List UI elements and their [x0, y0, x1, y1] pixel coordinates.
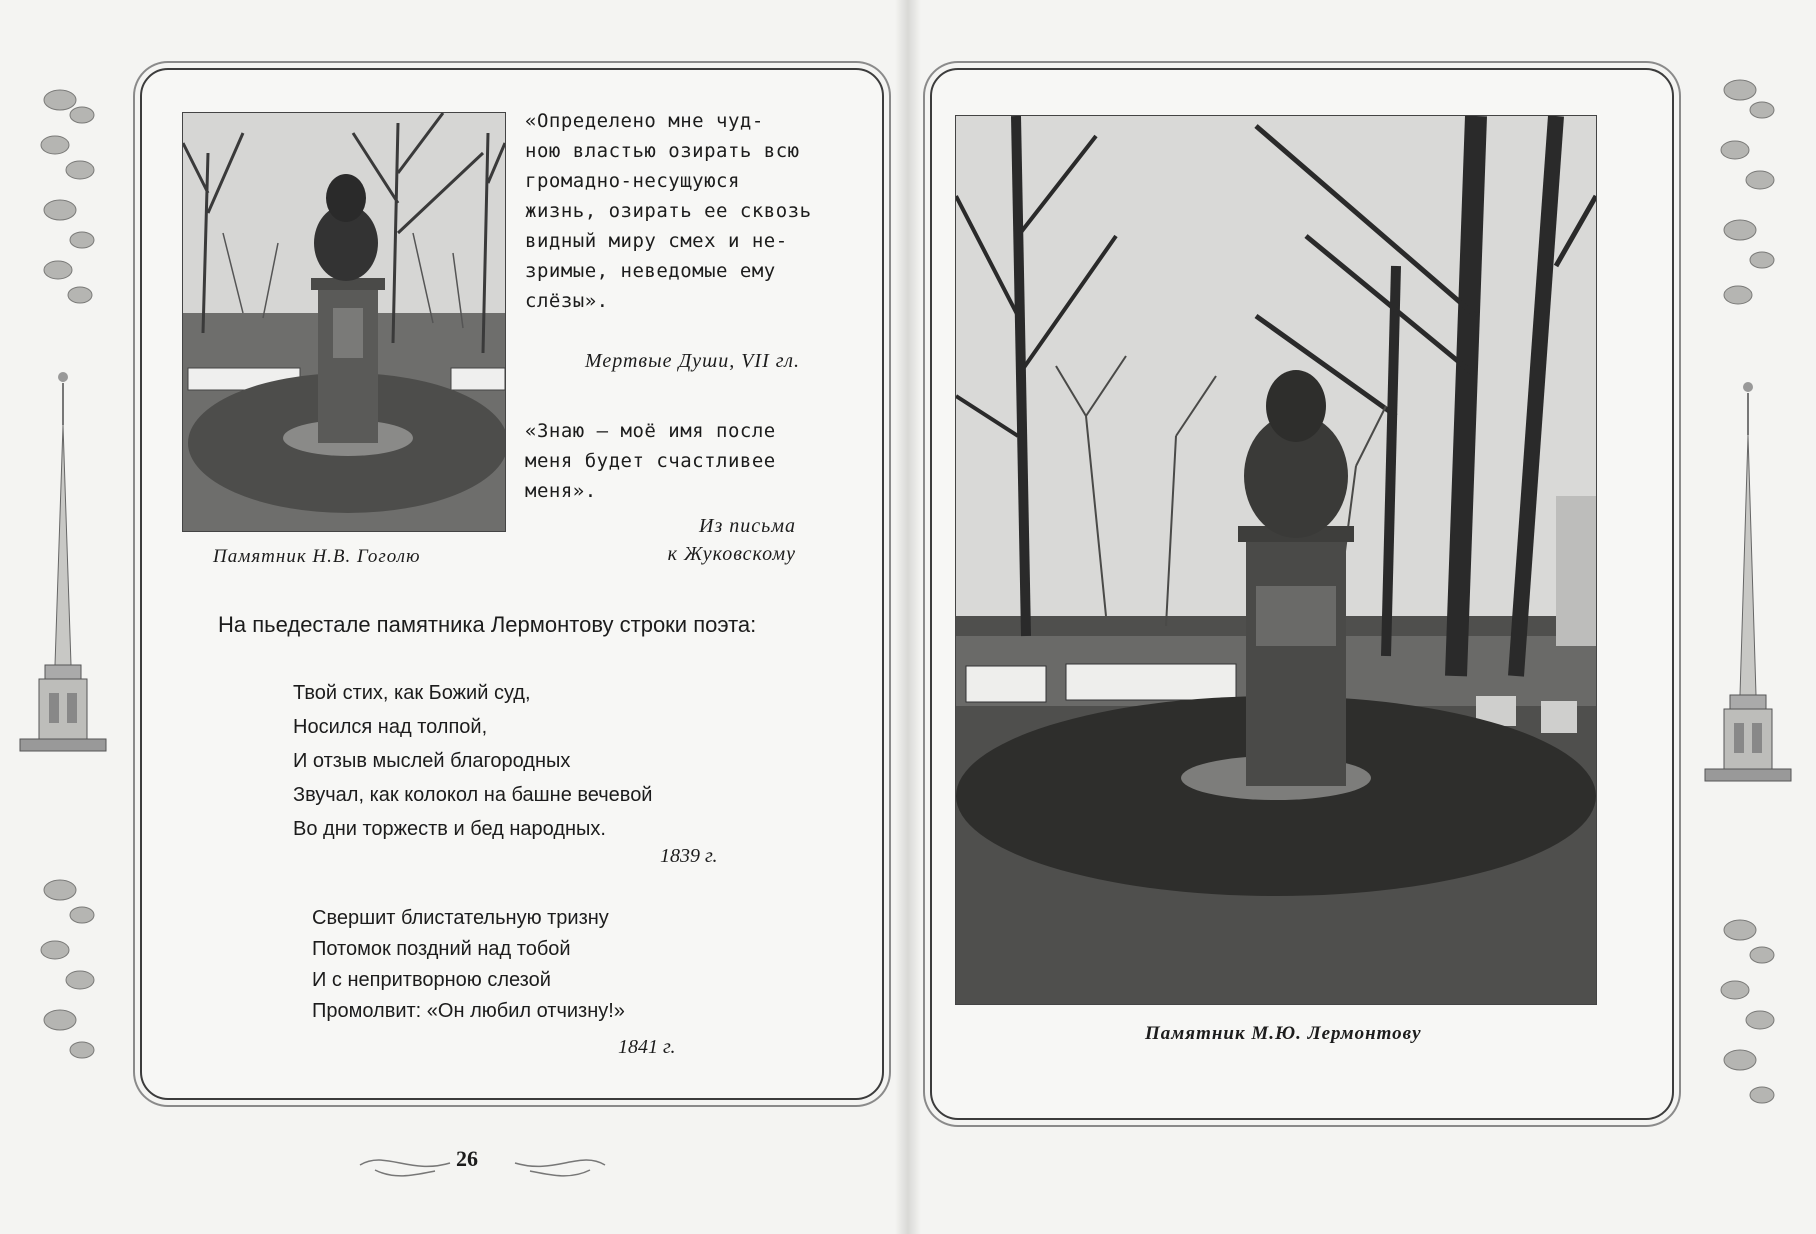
poem-1-date: 1839 г. [660, 845, 718, 867]
poem-line: Свершит блистательную тризну [312, 907, 609, 929]
lermontov-photo-caption: Памятник М.Ю. Лермонтову [1145, 1023, 1422, 1044]
right-flower-ornament-bottom-icon [1700, 900, 1800, 1130]
quote-line: слёзы». [525, 290, 609, 312]
quote-line: зримые, неведомые ему [525, 260, 776, 282]
poem-line: Во дни торжеств и бед народных. [293, 818, 606, 840]
right-flower-ornament-top-icon [1700, 60, 1800, 320]
poem-line: Потомок поздний над тобой [312, 938, 571, 960]
quote-line: ною властью озирать всю [525, 140, 800, 162]
gogol-monument-photo [182, 112, 506, 532]
gogol-photo-caption: Памятник Н.В. Гоголю [213, 546, 421, 567]
quote-2-source-line: Из письма [699, 515, 796, 537]
right-spire-icon [1700, 375, 1800, 835]
gogol-quote-2 [525, 416, 825, 506]
page-number-flourish-right-icon [510, 1145, 610, 1185]
quote-line: «Определено мне чуд- [525, 110, 764, 132]
page-number: 26 [456, 1146, 478, 1171]
quote-line: жизнь, озирать ее сквозь [525, 200, 812, 222]
lermontov-monument-photo [955, 115, 1597, 1005]
quote-2-source-line: к Жуковскому [667, 543, 796, 565]
poem-line: Промолвит: «Он любил отчизну!» [312, 1000, 625, 1022]
poem-1839 [293, 676, 652, 846]
quote-line: громадно-несущуюся [525, 170, 740, 192]
left-spire-icon [15, 365, 115, 805]
pedestal-heading: На пьедестале памятника Лермонтову строки поэта: [218, 612, 757, 637]
poem-line: Носился над толпой, [293, 716, 488, 738]
quote-line: меня». [525, 480, 597, 502]
quote-line: видный миру смех и не- [525, 230, 788, 252]
quote-line: меня будет счастливее [525, 450, 776, 472]
poem-line: И отзыв мыслей благородных [293, 750, 571, 772]
left-flower-ornament-top-icon [20, 70, 120, 310]
poem-1841 [312, 903, 625, 1027]
gogol-quote-1 [525, 106, 825, 316]
quote-1-source: Мертвые Души, VII гл. [584, 350, 800, 372]
poem-line: Твой стих, как Божий суд, [293, 682, 531, 704]
left-flower-ornament-bottom-icon [20, 860, 120, 1100]
quote-line: «Знаю — моё имя после [525, 420, 776, 442]
book-gutter [895, 0, 921, 1234]
page-number-flourish-left-icon [355, 1145, 455, 1185]
quote-2-source [540, 512, 796, 568]
poem-2-date: 1841 г. [618, 1036, 676, 1058]
poem-line: И с непритворною слезой [312, 969, 551, 991]
poem-line: Звучал, как колокол на башне вечевой [293, 784, 653, 806]
